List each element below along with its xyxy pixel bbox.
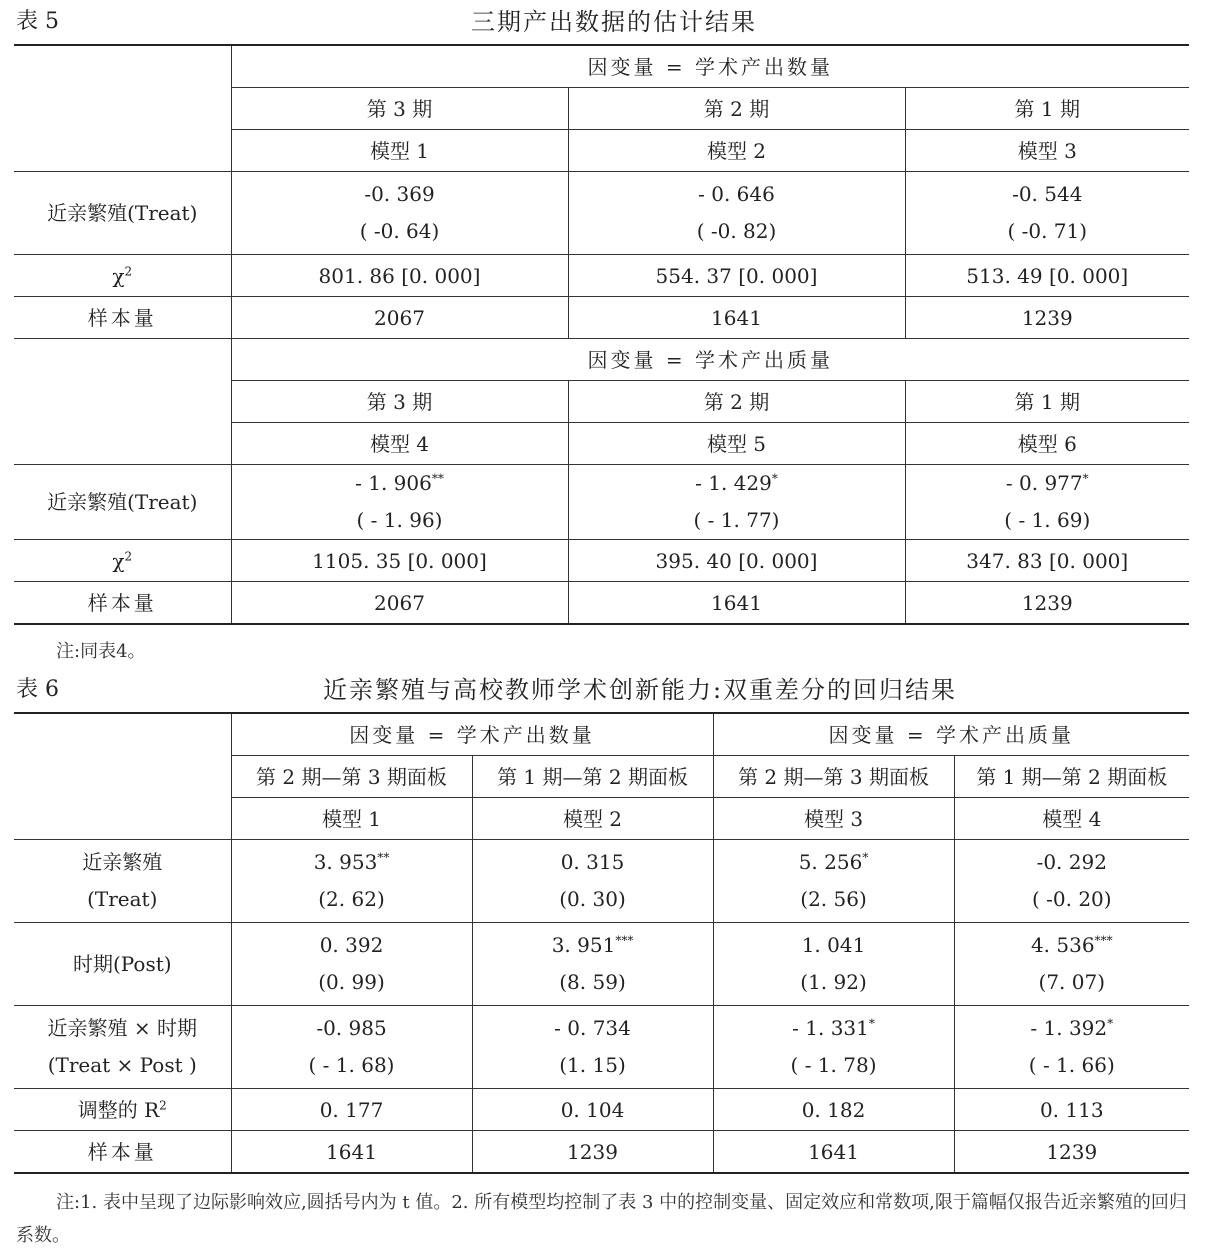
table5-a-chi-3: 513. 49 [0. 000] <box>905 255 1189 297</box>
table6-row-interaction-label: 近亲繁殖 × 时期 (Treat × Post ) <box>14 1006 231 1089</box>
table6-panel-1: 第 2 期—第 3 期面板 <box>231 756 472 798</box>
table5-a-chi-1: 801. 86 [0. 000] <box>231 255 568 297</box>
table5-b-chi-2: 395. 40 [0. 000] <box>568 540 905 582</box>
table6-row-treat-label: 近亲繁殖 (Treat) <box>14 840 231 923</box>
table6-model-1: 模型 1 <box>231 798 472 840</box>
table6-post-2: 3. 951*** (8. 59) <box>472 923 713 1006</box>
table5-b-n-3: 1239 <box>905 582 1189 625</box>
table6-title: 近亲繁殖与高校教师学术创新能力:双重差分的回归结果 <box>322 676 958 704</box>
significance-stars: * <box>862 850 869 865</box>
t-value: ( - 1. 77) <box>693 508 780 532</box>
table5-a-model-3: 模型 3 <box>905 130 1189 172</box>
table5-a-model-1: 模型 1 <box>231 130 568 172</box>
coef: -0. 544 <box>1012 182 1083 206</box>
table5-b-chi-3: 347. 83 [0. 000] <box>905 540 1189 582</box>
table5-b-stub <box>14 339 231 465</box>
table6-model-3: 模型 3 <box>713 798 954 840</box>
table5-b-chi-label: $\chi^2$ <box>14 540 231 582</box>
significance-stars: ** <box>377 850 390 865</box>
table5-b-n-1: 2067 <box>231 582 568 625</box>
coef: - 0. 977* <box>1005 471 1089 495</box>
table5-a-treat-label: 近亲繁殖(Treat) <box>14 172 231 255</box>
table6 <box>14 712 1189 1174</box>
table6-model-4: 模型 4 <box>954 798 1189 840</box>
table5-b-period-3: 第 1 期 <box>905 381 1189 423</box>
table6-stub <box>14 713 231 840</box>
coef: - 1. 906** <box>355 471 444 495</box>
table5-a-cell-1 <box>231 172 568 255</box>
t-value: ( -0. 71) <box>1007 219 1088 243</box>
t-value: ( - 1. 96) <box>356 508 443 532</box>
significance-stars: * <box>1082 471 1089 486</box>
table5-caption <box>0 2 1228 36</box>
table6-panel-3: 第 2 期—第 3 期面板 <box>713 756 954 798</box>
table6-treat-1: 3. 953** (2. 62) <box>231 840 472 923</box>
table5-a-cell-2 <box>568 172 905 255</box>
table5-a-period-3: 第 1 期 <box>905 88 1189 130</box>
table6-panel-2: 第 1 期—第 2 期面板 <box>472 756 713 798</box>
table5-a-stub <box>14 45 231 172</box>
table5-a-chi-2: 554. 37 [0. 000] <box>568 255 905 297</box>
significance-stars: * <box>868 1016 875 1031</box>
table5-a-period-2: 第 2 期 <box>568 88 905 130</box>
table5 <box>14 44 1189 625</box>
table6-n-label: 样本量 <box>14 1131 231 1174</box>
table6-dep-quantity: 因变量 = 学术产出数量 <box>231 713 713 756</box>
table5-b-dep: 因变量 = 学术产出质量 <box>231 339 1189 381</box>
table6-r2-label: 调整的 $R^2$ <box>14 1089 231 1131</box>
table6-post-3: 1. 041 (1. 92) <box>713 923 954 1006</box>
table5-b-n-2: 1641 <box>568 582 905 625</box>
table6-r2-3: 0. 182 <box>713 1089 954 1131</box>
table6-r2-4: 0. 113 <box>954 1089 1189 1131</box>
table6-treat-4: -0. 292 ( -0. 20) <box>954 840 1189 923</box>
coef: - 0. 646 <box>698 182 775 206</box>
table6-n-2: 1239 <box>472 1131 713 1174</box>
table5-a-model-2: 模型 2 <box>568 130 905 172</box>
table5-a-n-label: 样本量 <box>14 297 231 339</box>
significance-stars: ** <box>431 471 444 486</box>
table6-r2-1: 0. 177 <box>231 1089 472 1131</box>
table6-model-2: 模型 2 <box>472 798 713 840</box>
table5-title: 三期产出数据的估计结果 <box>471 8 757 36</box>
table5-a-period-1: 第 3 期 <box>231 88 568 130</box>
table5-b-model-6: 模型 6 <box>905 423 1189 465</box>
table5-b-period-1: 第 3 期 <box>231 381 568 423</box>
table5-note: 注:同表4。 <box>56 641 146 662</box>
table6-number: 表 6 <box>16 677 59 702</box>
table5-a-n-1: 2067 <box>231 297 568 339</box>
t-value: ( -0. 82) <box>696 219 777 243</box>
table5-a-n-3: 1239 <box>905 297 1189 339</box>
table6-treat-2: 0. 315 (0. 30) <box>472 840 713 923</box>
significance-stars: *** <box>615 933 634 948</box>
table5-number: 表 5 <box>16 9 59 34</box>
table6-interaction-4: - 1. 392* ( - 1. 66) <box>954 1006 1189 1089</box>
table6-n-4: 1239 <box>954 1131 1189 1174</box>
table5-b-model-5: 模型 5 <box>568 423 905 465</box>
table5-b-n-label: 样本量 <box>14 582 231 625</box>
table6-dep-quality: 因变量 = 学术产出质量 <box>713 713 1189 756</box>
t-value: ( - 1. 69) <box>1004 508 1091 532</box>
table5-a-dep: 因变量 = 学术产出数量 <box>231 45 1189 88</box>
table5-b-period-2: 第 2 期 <box>568 381 905 423</box>
table5-b-cell-3 <box>905 465 1189 540</box>
t-value: ( -0. 64) <box>359 219 440 243</box>
table5-b-cell-2 <box>568 465 905 540</box>
significance-stars: *** <box>1094 933 1113 948</box>
table6-interaction-3: - 1. 331* ( - 1. 78) <box>713 1006 954 1089</box>
table6-interaction-2: - 0. 734 (1. 15) <box>472 1006 713 1089</box>
table5-a-n-2: 1641 <box>568 297 905 339</box>
significance-stars: * <box>771 471 778 486</box>
table6-post-1: 0. 392 (0. 99) <box>231 923 472 1006</box>
significance-stars: * <box>1107 1016 1114 1031</box>
coef: -0. 369 <box>364 182 435 206</box>
table6-interaction-1: -0. 985 ( - 1. 68) <box>231 1006 472 1089</box>
table6-n-1: 1641 <box>231 1131 472 1174</box>
table5-a-cell-3 <box>905 172 1189 255</box>
table5-b-chi-1: 1105. 35 [0. 000] <box>231 540 568 582</box>
table6-row-post-label: 时期(Post) <box>14 923 231 1006</box>
coef: - 1. 429* <box>695 471 778 495</box>
table6-n-3: 1641 <box>713 1131 954 1174</box>
table6-treat-3: 5. 256* (2. 56) <box>713 840 954 923</box>
table5-a-chi-label: $\chi^2$ <box>14 255 231 297</box>
table5-b-cell-1 <box>231 465 568 540</box>
table6-r2-2: 0. 104 <box>472 1089 713 1131</box>
table6-caption <box>0 670 1228 704</box>
table6-note: 注:1. 表中呈现了边际影响效应,圆括号内为 t 值。2. 所有模型均控制了表 3 中的控制变量、固定效应和常数项,限于篇幅仅报告近亲繁殖的回归系数。 <box>16 1192 1187 1246</box>
table6-post-4: 4. 536*** (7. 07) <box>954 923 1189 1006</box>
table5-b-treat-label: 近亲繁殖(Treat) <box>14 465 231 540</box>
table6-panel-4: 第 1 期—第 2 期面板 <box>954 756 1189 798</box>
table5-b-model-4: 模型 4 <box>231 423 568 465</box>
